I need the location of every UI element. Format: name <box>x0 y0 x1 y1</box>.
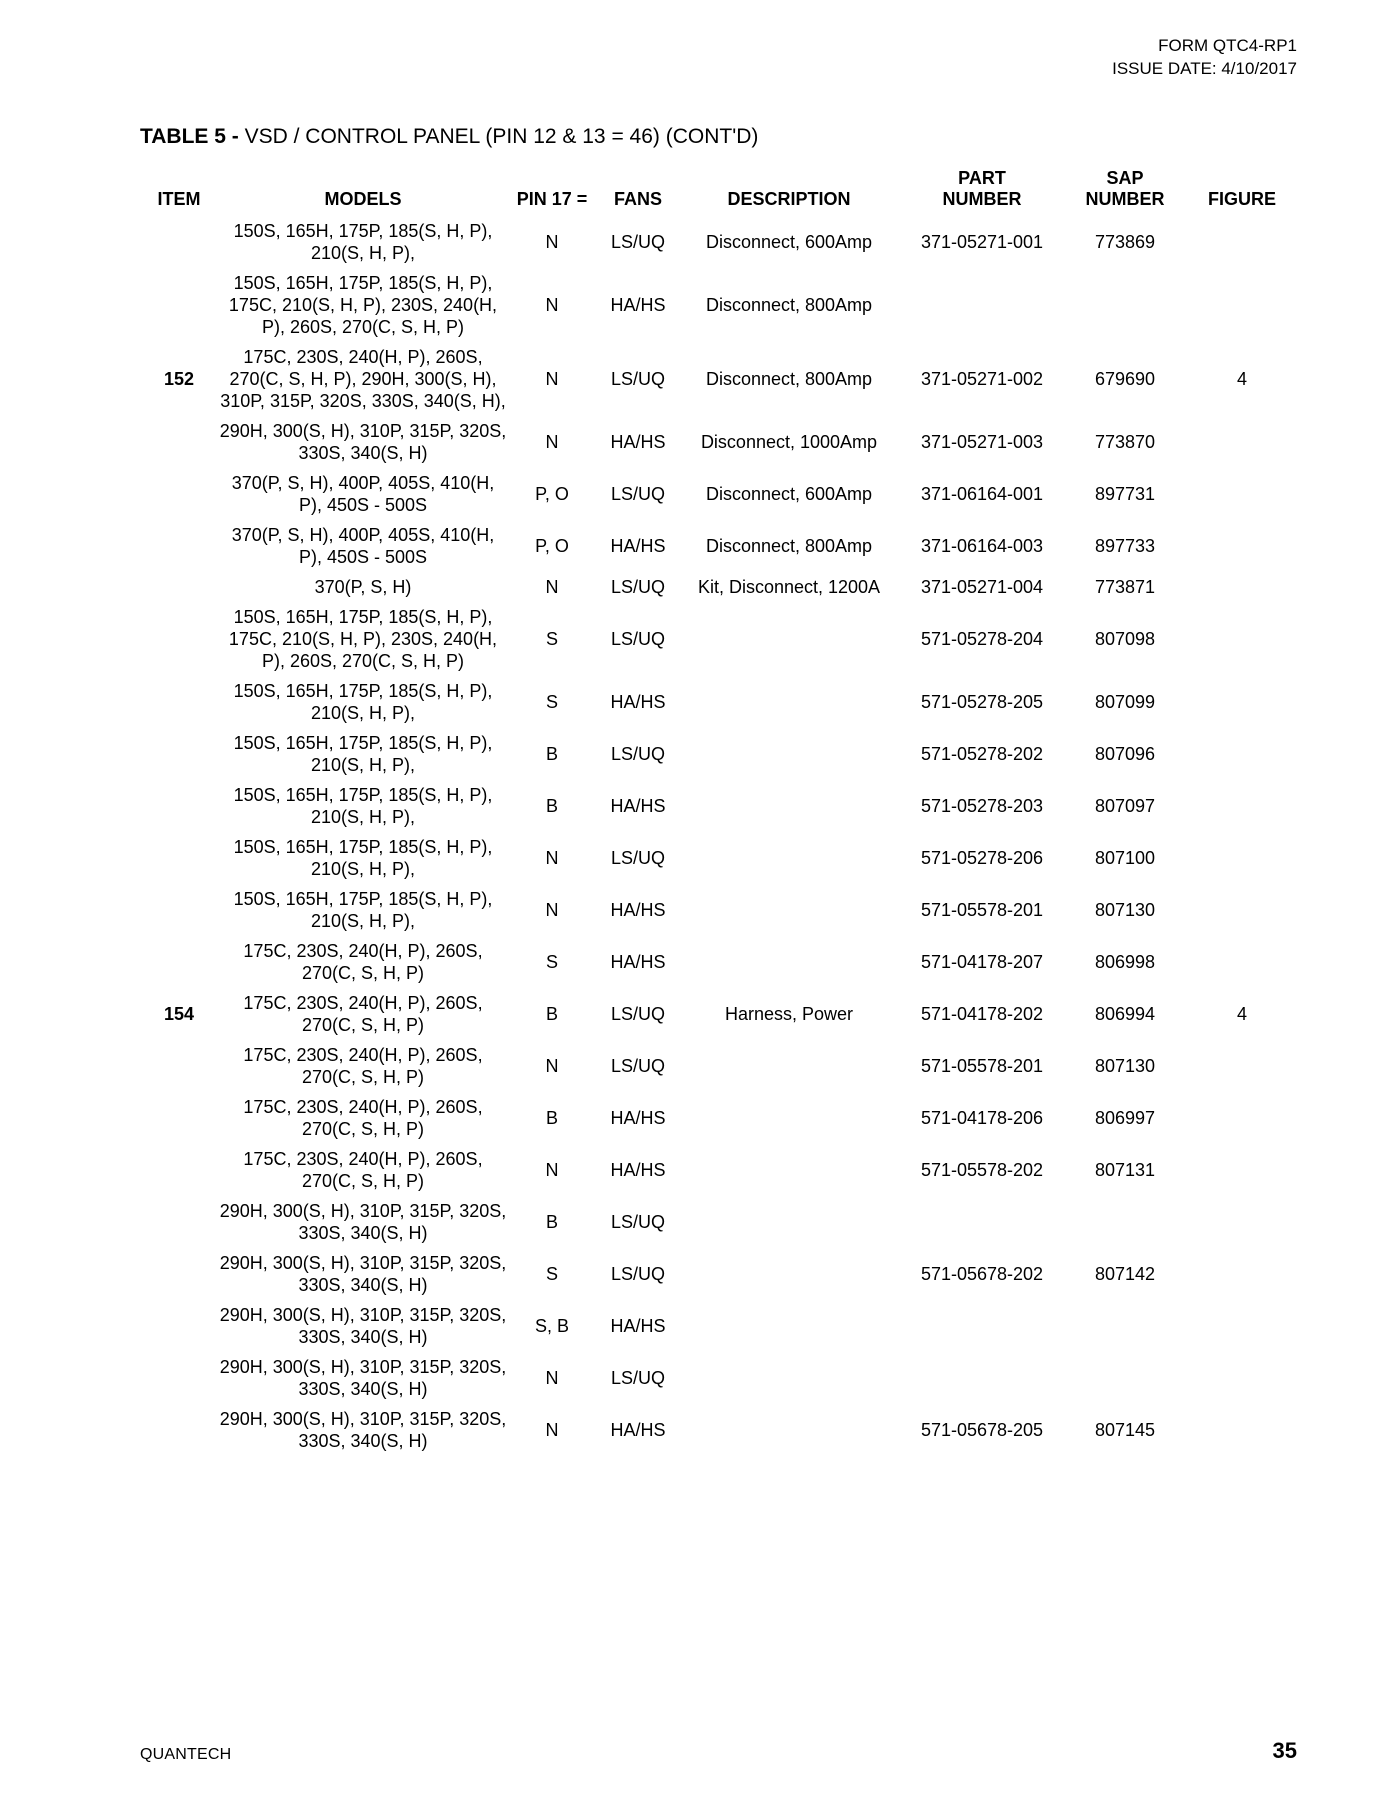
cell-pin17: B <box>545 1212 558 1232</box>
cell-description <box>680 936 898 988</box>
table-row <box>140 728 1300 780</box>
cell-sap-number: 806997 <box>1094 1108 1156 1128</box>
cell-pin17: B <box>545 744 558 764</box>
cell-figure <box>1184 1248 1300 1300</box>
cell-fans: HA/HS <box>610 536 666 556</box>
cell-figure <box>1184 1300 1300 1352</box>
cell-sap-number: 807098 <box>1094 629 1156 649</box>
cell-pin17: P, O <box>535 536 569 556</box>
cell-models: 290H, 300(S, H), 310P, 315P, 320S, 330S, 340(S, H) <box>219 1409 507 1451</box>
cell-item <box>140 832 218 884</box>
cell-pin17: N <box>545 295 559 315</box>
cell-sap-number: 807142 <box>1094 1264 1156 1284</box>
cell-part-number <box>898 1352 1066 1404</box>
cell-models: 290H, 300(S, H), 310P, 315P, 320S, 330S, 340(S, H) <box>219 1305 507 1347</box>
cell-pin17: N <box>545 1368 559 1388</box>
cell-models: 175C, 230S, 240(H, P), 260S, 270(C, S, H, P) <box>243 1045 483 1087</box>
cell-models: 175C, 230S, 240(H, P), 260S, 270(C, S, H, P) <box>243 993 483 1035</box>
table-row <box>140 936 1300 988</box>
cell-figure: 4 <box>1236 1004 1247 1024</box>
cell-models: 290H, 300(S, H), 310P, 315P, 320S, 330S, 340(S, H) <box>219 1357 507 1399</box>
cell-pin17: N <box>545 1160 559 1180</box>
cell-pin17: B <box>545 1004 558 1024</box>
cell-figure <box>1184 520 1300 572</box>
cell-pin17: N <box>545 369 559 389</box>
cell-figure <box>1184 1092 1300 1144</box>
cell-sap-number: 897733 <box>1094 536 1156 556</box>
cell-models: 290H, 300(S, H), 310P, 315P, 320S, 330S, 340(S, H) <box>219 1201 507 1243</box>
cell-description: Disconnect, 800Amp <box>705 369 873 389</box>
cell-item <box>140 1404 218 1456</box>
cell-pin17: S <box>545 629 558 649</box>
cell-item <box>140 1092 218 1144</box>
table-row <box>140 468 1300 520</box>
cell-pin17: N <box>545 1420 559 1440</box>
cell-models: 150S, 165H, 175P, 185(S, H, P), 210(S, H, P), <box>233 837 493 879</box>
cell-part-number: 371-06164-001 <box>920 484 1044 504</box>
cell-description <box>680 1248 898 1300</box>
table-row <box>140 988 1300 1040</box>
cell-models: 150S, 165H, 175P, 185(S, H, P), 210(S, H, P), <box>233 221 493 263</box>
cell-description: Disconnect, 600Amp <box>705 232 873 252</box>
cell-figure <box>1184 1144 1300 1196</box>
cell-part-number: 571-05278-206 <box>920 848 1044 868</box>
issue-date: ISSUE DATE: 4/10/2017 <box>1112 59 1297 78</box>
cell-item <box>140 884 218 936</box>
cell-models: 175C, 230S, 240(H, P), 260S, 270(C, S, H, P) <box>243 941 483 983</box>
sap-number-line2: NUMBER <box>1085 189 1165 209</box>
table-row <box>140 416 1300 468</box>
cell-sap-number <box>1066 1196 1184 1248</box>
cell-models: 150S, 165H, 175P, 185(S, H, P), 175C, 210(S, H, P), 230S, 240(H, P), 260S, 270(C, S, H, P) <box>228 607 498 671</box>
cell-part-number: 571-05278-204 <box>920 629 1044 649</box>
cell-description <box>680 1040 898 1092</box>
table-row <box>140 676 1300 728</box>
cell-part-number: 371-05271-004 <box>920 577 1044 597</box>
cell-sap-number: 897731 <box>1094 484 1156 504</box>
cell-pin17: S <box>545 692 558 712</box>
cell-part-number: 571-05678-205 <box>920 1420 1044 1440</box>
table-row <box>140 1404 1300 1456</box>
cell-item <box>140 520 218 572</box>
cell-pin17: N <box>545 848 559 868</box>
table-header-row <box>140 166 1300 216</box>
cell-pin17: S <box>545 952 558 972</box>
cell-item <box>140 1248 218 1300</box>
cell-part-number: 371-06164-003 <box>920 536 1044 556</box>
cell-sap-number: 807145 <box>1094 1420 1156 1440</box>
page-title <box>140 124 1339 150</box>
cell-figure <box>1184 1196 1300 1248</box>
cell-fans: HA/HS <box>610 1160 666 1180</box>
cell-figure <box>1184 1040 1300 1092</box>
cell-sap-number: 806998 <box>1094 952 1156 972</box>
table-row <box>140 1196 1300 1248</box>
cell-models: 150S, 165H, 175P, 185(S, H, P), 210(S, H, P), <box>233 681 493 723</box>
cell-description <box>680 602 898 676</box>
cell-models: 150S, 165H, 175P, 185(S, H, P), 210(S, H, P), <box>233 785 493 827</box>
cell-fans: HA/HS <box>610 900 666 920</box>
cell-models: 175C, 230S, 240(H, P), 260S, 270(C, S, H, P) <box>243 1097 483 1139</box>
cell-figure <box>1184 602 1300 676</box>
cell-sap-number: 773871 <box>1094 577 1156 597</box>
document-footer <box>52 1738 1339 1764</box>
cell-pin17: S <box>545 1264 558 1284</box>
cell-models: 370(P, S, H), 400P, 405S, 410(H, P), 450S - 500S <box>231 525 495 567</box>
cell-sap-number: 807130 <box>1094 900 1156 920</box>
cell-part-number: 371-05271-003 <box>920 432 1044 452</box>
cell-description <box>680 676 898 728</box>
cell-sap-number: 773870 <box>1094 432 1156 452</box>
cell-fans: HA/HS <box>610 1316 666 1336</box>
table-row <box>140 342 1300 416</box>
cell-item <box>140 1144 218 1196</box>
column-header-models: MODELS <box>324 189 402 209</box>
table-title-text: VSD / CONTROL PANEL (PIN 12 & 13 = 46) (CONT'D) <box>238 125 759 148</box>
cell-figure: 4 <box>1236 369 1247 389</box>
column-header-description: DESCRIPTION <box>727 189 851 209</box>
table-row <box>140 1352 1300 1404</box>
cell-models: 370(P, S, H) <box>314 577 412 597</box>
sap-number-line1: SAP <box>1106 168 1144 188</box>
cell-fans: LS/UQ <box>610 369 666 389</box>
cell-figure <box>1184 216 1300 268</box>
cell-pin17: N <box>545 1056 559 1076</box>
cell-pin17: N <box>545 900 559 920</box>
cell-models: 150S, 165H, 175P, 185(S, H, P), 175C, 210(S, H, P), 230S, 240(H, P), 260S, 270(C, S, H, P) <box>228 273 498 337</box>
cell-description <box>680 1144 898 1196</box>
cell-figure <box>1184 416 1300 468</box>
cell-fans: LS/UQ <box>610 848 666 868</box>
cell-fans: LS/UQ <box>610 1004 666 1024</box>
cell-figure <box>1184 1404 1300 1456</box>
table-row <box>140 572 1300 602</box>
table-row <box>140 1040 1300 1092</box>
cell-fans: LS/UQ <box>610 629 666 649</box>
table-row <box>140 780 1300 832</box>
cell-figure <box>1184 936 1300 988</box>
part-number-line1: PART <box>958 168 1006 188</box>
cell-figure <box>1184 468 1300 520</box>
cell-sap-number: 807100 <box>1094 848 1156 868</box>
cell-description <box>680 1196 898 1248</box>
cell-item <box>140 416 218 468</box>
cell-part-number: 571-05578-201 <box>920 1056 1044 1076</box>
table-row <box>140 268 1300 342</box>
cell-sap-number: 807097 <box>1094 796 1156 816</box>
cell-figure <box>1184 268 1300 342</box>
cell-item <box>140 602 218 676</box>
table-row <box>140 832 1300 884</box>
cell-part-number: 571-05578-201 <box>920 900 1044 920</box>
cell-item <box>140 216 218 268</box>
cell-item <box>140 1300 218 1352</box>
parts-table <box>140 166 1300 1456</box>
cell-fans: LS/UQ <box>610 744 666 764</box>
cell-description: Disconnect, 1000Amp <box>700 432 878 452</box>
cell-fans: HA/HS <box>610 692 666 712</box>
cell-description: Harness, Power <box>724 1004 854 1024</box>
cell-sap-number <box>1066 1300 1184 1352</box>
table-label: TABLE 5 - <box>140 125 239 148</box>
cell-item: 152 <box>163 369 195 389</box>
cell-part-number: 371-05271-001 <box>920 232 1044 252</box>
cell-sap-number: 679690 <box>1094 369 1156 389</box>
cell-description <box>680 832 898 884</box>
column-header-sap-number <box>1066 166 1184 216</box>
page-number: 35 <box>1272 1738 1297 1763</box>
cell-figure <box>1184 1352 1300 1404</box>
cell-part-number <box>898 1196 1066 1248</box>
cell-figure <box>1184 780 1300 832</box>
cell-figure <box>1184 572 1300 602</box>
cell-part-number: 571-05278-202 <box>920 744 1044 764</box>
cell-item <box>140 468 218 520</box>
cell-figure <box>1184 728 1300 780</box>
cell-item <box>140 676 218 728</box>
cell-fans: LS/UQ <box>610 577 666 597</box>
cell-item <box>140 780 218 832</box>
table-row <box>140 884 1300 936</box>
cell-pin17: S, B <box>534 1316 569 1336</box>
cell-description <box>680 884 898 936</box>
cell-sap-number: 773869 <box>1094 232 1156 252</box>
cell-item <box>140 572 218 602</box>
cell-fans: LS/UQ <box>610 1368 666 1388</box>
column-header-figure: FIGURE <box>1207 189 1276 209</box>
cell-item <box>140 268 218 342</box>
cell-part-number: 571-04178-202 <box>920 1004 1044 1024</box>
cell-part-number <box>898 268 1066 342</box>
cell-sap-number <box>1066 1352 1184 1404</box>
column-header-pin17: PIN 17 = <box>516 189 588 209</box>
cell-description: Disconnect, 800Amp <box>705 295 873 315</box>
cell-sap-number: 807096 <box>1094 744 1156 764</box>
cell-fans: HA/HS <box>610 432 666 452</box>
table-row <box>140 602 1300 676</box>
cell-fans: HA/HS <box>610 796 666 816</box>
cell-models: 150S, 165H, 175P, 185(S, H, P), 210(S, H, P), <box>233 889 493 931</box>
cell-models: 150S, 165H, 175P, 185(S, H, P), 210(S, H, P), <box>233 733 493 775</box>
column-header-item: ITEM <box>157 189 201 209</box>
table-row <box>140 216 1300 268</box>
cell-pin17: N <box>545 232 559 252</box>
cell-pin17: B <box>545 1108 558 1128</box>
cell-description <box>680 1092 898 1144</box>
cell-description <box>680 1300 898 1352</box>
cell-models: 175C, 230S, 240(H, P), 260S, 270(C, S, H, P) <box>243 1149 483 1191</box>
cell-sap-number: 807130 <box>1094 1056 1156 1076</box>
cell-part-number: 571-05278-205 <box>920 692 1044 712</box>
cell-part-number: 571-05678-202 <box>920 1264 1044 1284</box>
cell-part-number: 571-05578-202 <box>920 1160 1044 1180</box>
table-row <box>140 1300 1300 1352</box>
cell-sap-number: 807131 <box>1094 1160 1156 1180</box>
form-number: FORM QTC4-RP1 <box>1158 36 1297 55</box>
cell-fans: HA/HS <box>610 295 666 315</box>
cell-item <box>140 936 218 988</box>
cell-part-number: 371-05271-002 <box>920 369 1044 389</box>
cell-description <box>680 780 898 832</box>
cell-fans: LS/UQ <box>610 1212 666 1232</box>
cell-models: 370(P, S, H), 400P, 405S, 410(H, P), 450S - 500S <box>231 473 495 515</box>
cell-sap-number <box>1066 268 1184 342</box>
cell-part-number: 571-04178-207 <box>920 952 1044 972</box>
cell-description <box>680 1352 898 1404</box>
table-row <box>140 520 1300 572</box>
part-number-line2: NUMBER <box>942 189 1022 209</box>
table-row <box>140 1144 1300 1196</box>
cell-sap-number: 806994 <box>1094 1004 1156 1024</box>
table-row <box>140 1248 1300 1300</box>
cell-item <box>140 728 218 780</box>
cell-models: 175C, 230S, 240(H, P), 260S, 270(C, S, H, P), 290H, 300(S, H), 310P, 315P, 320S, 330S, 340(S, H), <box>220 347 506 411</box>
cell-models: 290H, 300(S, H), 310P, 315P, 320S, 330S, 340(S, H) <box>219 421 507 463</box>
parts-table-body <box>140 216 1300 1456</box>
cell-description <box>680 728 898 780</box>
cell-description: Disconnect, 600Amp <box>705 484 873 504</box>
cell-fans: LS/UQ <box>610 232 666 252</box>
document-header <box>52 34 1339 80</box>
cell-item: 154 <box>163 1004 195 1024</box>
cell-part-number <box>898 1300 1066 1352</box>
column-header-part-number <box>898 166 1066 216</box>
cell-pin17: N <box>545 432 559 452</box>
cell-part-number: 571-04178-206 <box>920 1108 1044 1128</box>
cell-figure <box>1184 676 1300 728</box>
cell-description: Disconnect, 800Amp <box>705 536 873 556</box>
cell-pin17: N <box>545 577 559 597</box>
cell-description: Kit, Disconnect, 1200A <box>697 577 881 597</box>
cell-sap-number: 807099 <box>1094 692 1156 712</box>
cell-description <box>680 1404 898 1456</box>
column-header-fans: FANS <box>613 189 662 209</box>
cell-item <box>140 1196 218 1248</box>
cell-item <box>140 1040 218 1092</box>
cell-figure <box>1184 884 1300 936</box>
table-row <box>140 1092 1300 1144</box>
cell-part-number: 571-05278-203 <box>920 796 1044 816</box>
cell-figure <box>1184 832 1300 884</box>
cell-item <box>140 1352 218 1404</box>
cell-models: 290H, 300(S, H), 310P, 315P, 320S, 330S, 340(S, H) <box>219 1253 507 1295</box>
cell-fans: LS/UQ <box>610 1056 666 1076</box>
cell-fans: HA/HS <box>610 1420 666 1440</box>
cell-pin17: B <box>545 796 558 816</box>
cell-fans: HA/HS <box>610 1108 666 1128</box>
company-name: QUANTECH <box>140 1746 232 1763</box>
cell-fans: LS/UQ <box>610 1264 666 1284</box>
cell-pin17: P, O <box>535 484 569 504</box>
cell-fans: LS/UQ <box>610 484 666 504</box>
cell-fans: HA/HS <box>610 952 666 972</box>
